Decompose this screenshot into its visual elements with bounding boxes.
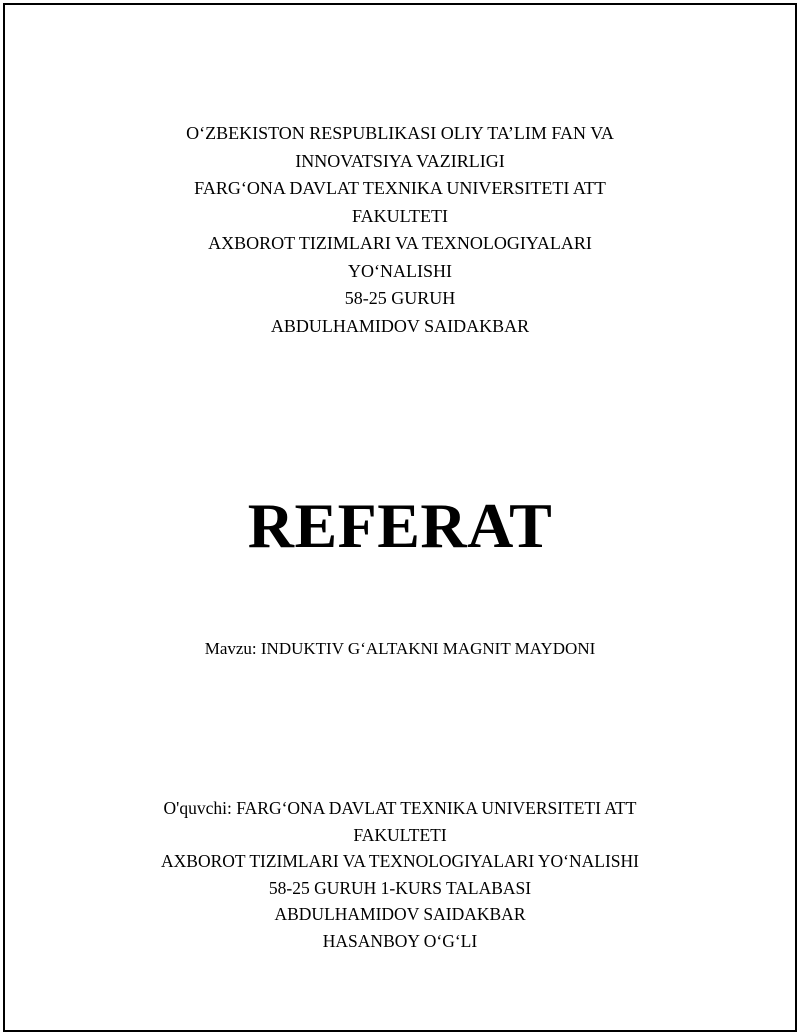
header-line-direction-1: AXBOROT TIZIMLARI VA TEXNOLOGIYALARI	[208, 233, 592, 253]
student-line-name: ABDULHAMIDOV SAIDAKBAR	[274, 904, 526, 924]
header-line-faculty: FAKULTETI	[352, 205, 448, 226]
institution-header	[0, 120, 800, 340]
document-title: REFERAT	[247, 490, 553, 561]
student-line-university: O'quvchi: FARG‘ONA DAVLAT TEXNIKA UNIVERSITETI ATT	[163, 798, 637, 818]
header-line-group: 58-25 GURUH	[344, 288, 456, 308]
topic-line: Mavzu: INDUKTIV G‘ALTAKNI MAGNIT MAYDONI	[204, 639, 596, 658]
header-line-university: FARG‘ONA DAVLAT TEXNIKA UNIVERSITETI ATT	[194, 178, 606, 198]
student-line-group: 58-25 GURUH 1-KURS TALABASI	[268, 877, 532, 898]
student-info	[0, 795, 800, 954]
student-line-direction: AXBOROT TIZIMLARI VA TEXNOLOGIYALARI YO‘NALISHI	[161, 851, 639, 871]
header-line-author: ABDULHAMIDOV SAIDAKBAR	[270, 315, 530, 336]
header-line-ministry-2: INNOVATSIYA VAZIRLIGI	[295, 150, 505, 171]
student-line-patronymic: HASANBOY O‘G‘LI	[322, 930, 478, 951]
student-line-faculty: FAKULTETI	[353, 824, 447, 845]
header-line-direction-2: YO‘NALISHI	[348, 260, 452, 281]
header-line-ministry-1: O‘ZBEKISTON RESPUBLIKASI OLIY TA’LIM FAN VA	[186, 123, 614, 143]
